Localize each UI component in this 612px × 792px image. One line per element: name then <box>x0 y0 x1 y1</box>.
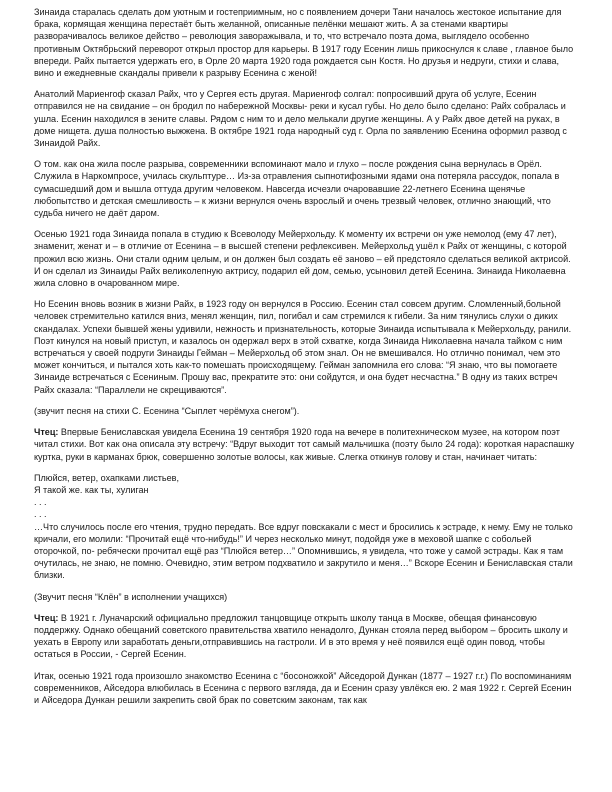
poem-ellipsis-2: . . . <box>34 509 47 520</box>
stage-direction-song-2: (Звучит песня “Клён” в исполнении учащихся) <box>34 591 228 602</box>
paragraph-reader-benislavskaya <box>34 426 578 463</box>
paragraph-4: Осенью 1921 года Зинаида попала в студию к Всеволоду Мейерхольду. К моменту их встречи он уже немолод (ему 47 лет), знаменит, женат и – в отличие от Есенина – в высшей степени рефлексивен. Мейерхольд ушёл к Райх от женщины, с которой прожил всю жизнь. Они стали одним целым, и он должен был создать её заново – ей предстояло сделаться великой актрисой. И он сделал из Зинаиды Райх великолепную актрису, подарил ей дом, семью, усыновил детей Есенина. Зинаида Николаевна жила словно в очарованном мире. <box>34 229 571 289</box>
stage-direction-song-1: (звучит песня на стихи С. Есенина “Сыплет черёмуха снегом”). <box>34 405 300 416</box>
reader-label: Чтец: <box>34 612 59 623</box>
paragraph-reader-lunacharsky <box>34 612 578 661</box>
paragraph-3: О том. как она жила после разрыва, современники вспоминают мало и глухо – после рождения сына вернулась в Орёл. Служила в Наркомпросе, училась скульптуре… Из-за отравления сыпнотифозными ядами она потеряла рассудок, попала в сумасшедший дом и вышла оттуда другим человеком. Навсегда исчезли очаровавшие 22-летнего Есенина щенячье любопытство и детская смешливость – к жизни вернулся очень взрослый и очень трезвый человек, отлично знающий, что судьба ничего не даёт даром. <box>34 159 560 219</box>
poem-line-2: Я такой же. как ты, хулиган <box>34 484 149 495</box>
reader-label: Чтец: <box>34 427 59 438</box>
paragraph-duncan: Итак, осенью 1921 года произошло знакомство Есенина с “босоножкой” Айседорой Дункан (1877 – 1927 г.г.) По воспоминаниям современников, Айседора влюбилась в Есенина с первого взгляда, да и Есенин сразу увлёкся ею. 2 мая 1922 г. Сергей Есенин и Айседора Дункан решили закрепить свой брак по советским законам, так как <box>34 670 572 705</box>
paragraph-after-reading: …Что случилось после его чтения, трудно передать. Все вдруг повскакали с мест и бросились к эстраде, к нему. Ему не только кричали, его молили: “Прочитай ещё что-нибудь!” И через несколько минут, подойдя уже в меховой шапке с собольей оторочкой, по- ребячески прочитал ещё раз “Плюйся ветер…” Опомнившись, я увидела, что тоже у самой эстрады. Как я там очутилась, не знаю, не помню. Очевидно, этим ветром подхватило и закрутило и меня…” Вскоре Есенин и Бениславская стали близки. <box>34 521 573 581</box>
paragraph-2: Анатолий Мариенгоф сказал Райх, что у Сергея есть другая. Мариенгоф солгал: попросивший друга об услуге, Есенин отправился не на свидание – он бродил по набережной Москвы- реки и кусал губы. Но дело было сделано: Райх собралась и ушла. Есенин находился в зените славы. Рядом с ним то и дело мелькали другие женщины. А у Райх двое детей на руках, в доме нищета. душа полностью выжжена. В октябре 1921 года народный суд г. Орла по заявлению Есенина оформил развод с Зинаидой Райх. <box>34 89 567 149</box>
paragraph-5: Но Есенин вновь возник в жизни Райх, в 1923 году он вернулся в Россию. Есенин стал совсем другим. Сломленный,больной человек стремительно катился вниз, менял женщин, пил, погибал и сам стремился к гибели. За ним тянулись слухи о диких скандалах. Успехи бывшей жены удивили, нежность и признательность, которые Зинаида испытывала к Мейерхольду, ранили. Поэт кинулся на новый приступ, и казалось он одержал верх в этой схватке, когда Зинаида Николаевна начала тайком с ним встречаться у своей подруги Зинаиды Гейман – Мейерхольд об этом знал. Он не вмешивался. Но отлично понимал, чем это может кончиться, и пытался хоть как-то помешать происходящему. Гейман запомнила его слова: “Я знаю, что вы помогаете Зинаиде встречаться с Есениным. Прошу вас, прекратите это: они сойдутся, и она будет несчастна.” В одну из таких встреч Райх сказала: “Параллели не скрещиваются”. <box>34 299 572 395</box>
paragraph-1: Зинаида старалась сделать дом уютным и гостеприимным, но с появлением дочери Тани началось жестокое испытание для брака, кормящая женщина перестаёт быть желанной, описанные пелёнки мешают жить. А за стенами квартиры разворачивалось великое действо – революция заворажывала, и то, что встречало поэта дома, выглядело особенно противным Октябрьский переворот открыл простор для карьеры. В 1917 году Есенин лишь прикоснулся к славе , главное было впереди. Райх пытается удержать его, в Орле 20 марта 1920 года рождается сын Костя. Но друзья и недруги, стихи и слава, вино и ежедневные скандалы привели к разрыву Есенина с женой! <box>34 7 574 79</box>
paragraph-reader-lunacharsky-text: В 1921 г. Луначарский официально предложил танцовщице открыть школу танца в Москве, обещая финансовую поддержку. Однако обещаний советского правительства хватило ненадолго, Дункан стояла перед выбором – бросить школу и уехать в Европу или заработать деньги,отправившись на гастроли. И в это время у неё появился ещё один повод, чтобы остаться в России, - Сергей Есенин. <box>34 612 568 660</box>
poem-line-1: Плюйся, ветер, охапками листьев, <box>34 472 179 483</box>
poem-ellipsis-1: . . . <box>34 497 47 508</box>
poem-quote <box>34 472 578 496</box>
paragraph-reader-benislavskaya-text: Впервые Бениславская увидела Есенина 19 сентября 1920 года на вечере в политехническом музее, на котором поэт читал стихи. Вот как она описала эту встречу: “Вдруг выходит тот самый мальчишка (поэту было 24 года): короткая нараспашку куртка, руки в карманах брюк, совершенно золотые волосы, как живые. Слегка откинув голову и стан, начинает читать: <box>34 427 575 462</box>
